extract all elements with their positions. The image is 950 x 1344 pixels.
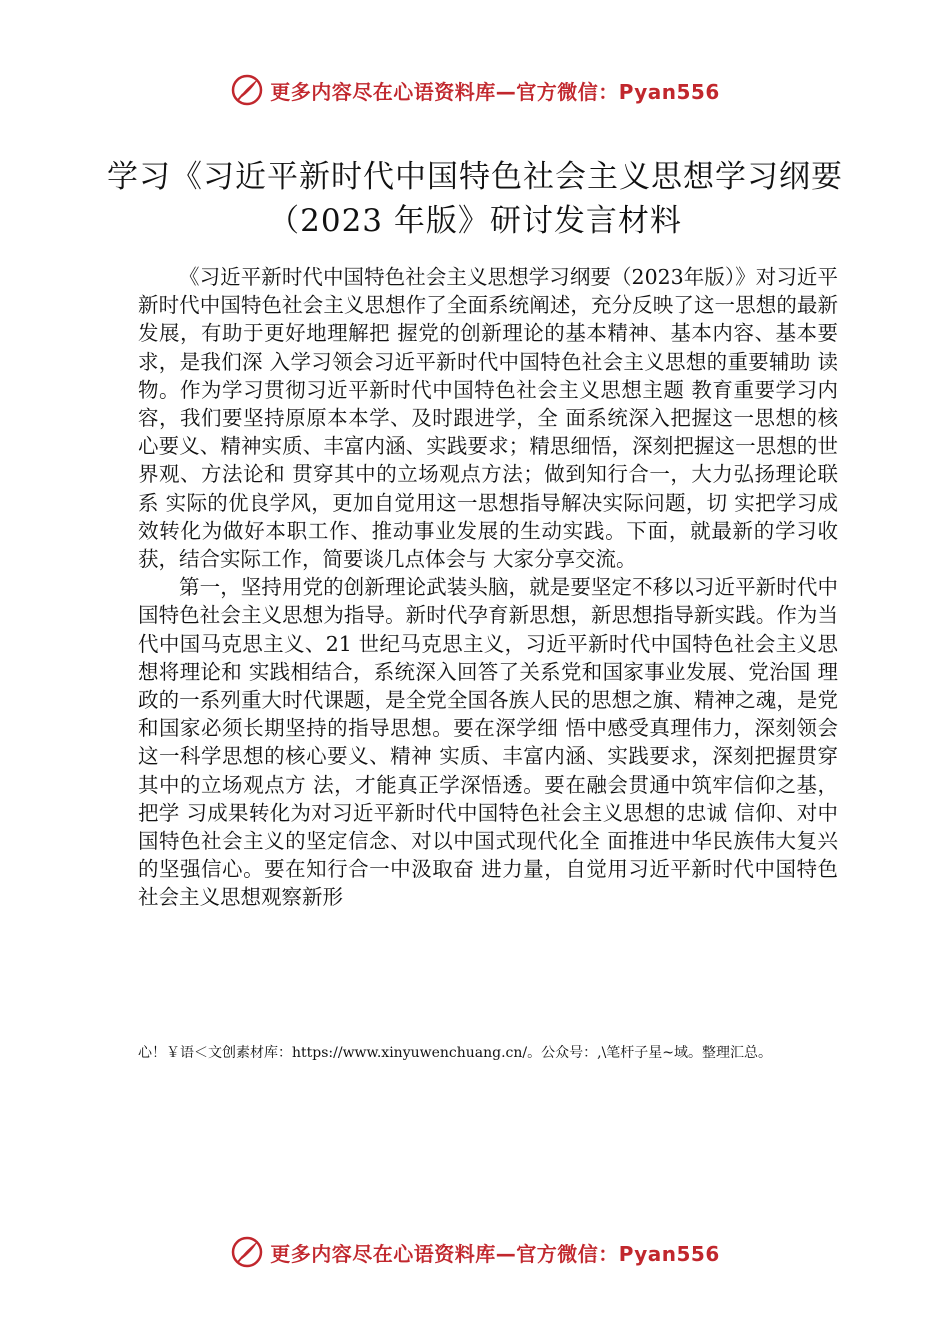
quill-logo-icon [230, 73, 264, 107]
banner-text: 更多内容尽在心语资料库—官方微信：Pyan556 [270, 1241, 720, 1266]
document-body [138, 263, 838, 912]
body-paragraph: 《习近平新时代中国特色社会主义思想学习纲要（2023年版）》对习近平新时代中国特色社会主义思想作了全面系统阐述，充分反映了这一思想的最新发展，有助于更好地理解把 握党的创新理论的基本精神、基本内容、基本要求，是我们深 入学习领会习近平新时代中国特色社会主义思想的重要辅助 读物。作为学习贯彻习近平新时代中国特色社会主义思想主题 教育重要学习内容，我们要坚持原原本本学、及时跟进学，全 面系统深入把握这一思想的核心要义、精神实质、丰富内涵、实践要求；精思细悟，深刻把握这一思想的世界观、方法论和 贯穿其中的立场观点方法；做到知行合一，大力弘扬理论联系 实际的优良学风，更加自觉用这一思想指导解决实际问题，切 实把学习成效转化为做好本职工作、推动事业发展的生动实践。下面，就最新的学习收获，结合实际工作，简要谈几点体会与 大家分享交流。 [138, 265, 838, 572]
bottom-banner [0, 1230, 950, 1274]
banner-text: 更多内容尽在心语资料库—官方微信：Pyan556 [270, 79, 720, 104]
document-title: 学习《习近平新时代中国特色社会主义思想学习纲要（2023 年版》研讨发言材料 [107, 159, 843, 239]
body-paragraph: 第一，坚持用党的创新理论武装头脑，就是要坚定不移以习近平新时代中国特色社会主义思想为指导。新时代孕育新思想，新思想指导新实践。作为当代中国马克思主义、21 世纪马克思主义，习近平新时代中国特色社会主义思想将理论和 实践相结合，系统深入回答了关系党和国家事业发展、党治国 理政的一系列重大时代课题，是全党全国各族人民的思想之旗、精神之魂，是党和国家必须长期坚持的指导思想。要在深学细 悟中感受真理伟力，深刻领会这一科学思想的核心要义、精神 实质、丰富内涵、实践要求，深刻把握贯穿其中的立场观点方 法，才能真正学深悟透。要在融会贯通中筑牢信仰之基，把学 习成果转化为对习近平新时代中国特色社会主义思想的忠诚 信仰、对中国特色社会主义的坚定信念、对以中国式现代化全 面推进中华民族伟大复兴的坚强信心。要在知行合一中汲取奋 进力量，自觉用习近平新时代中国特色社会主义思想观察新形 [138, 575, 838, 910]
source-note: 心！￥语＜文创素材库：https://www.xinyuwenchuang.cn/。公众号：,\笔杆子星~域。整理汇总。 [138, 1045, 773, 1061]
top-banner [0, 68, 950, 112]
quill-logo-icon [230, 1235, 264, 1269]
